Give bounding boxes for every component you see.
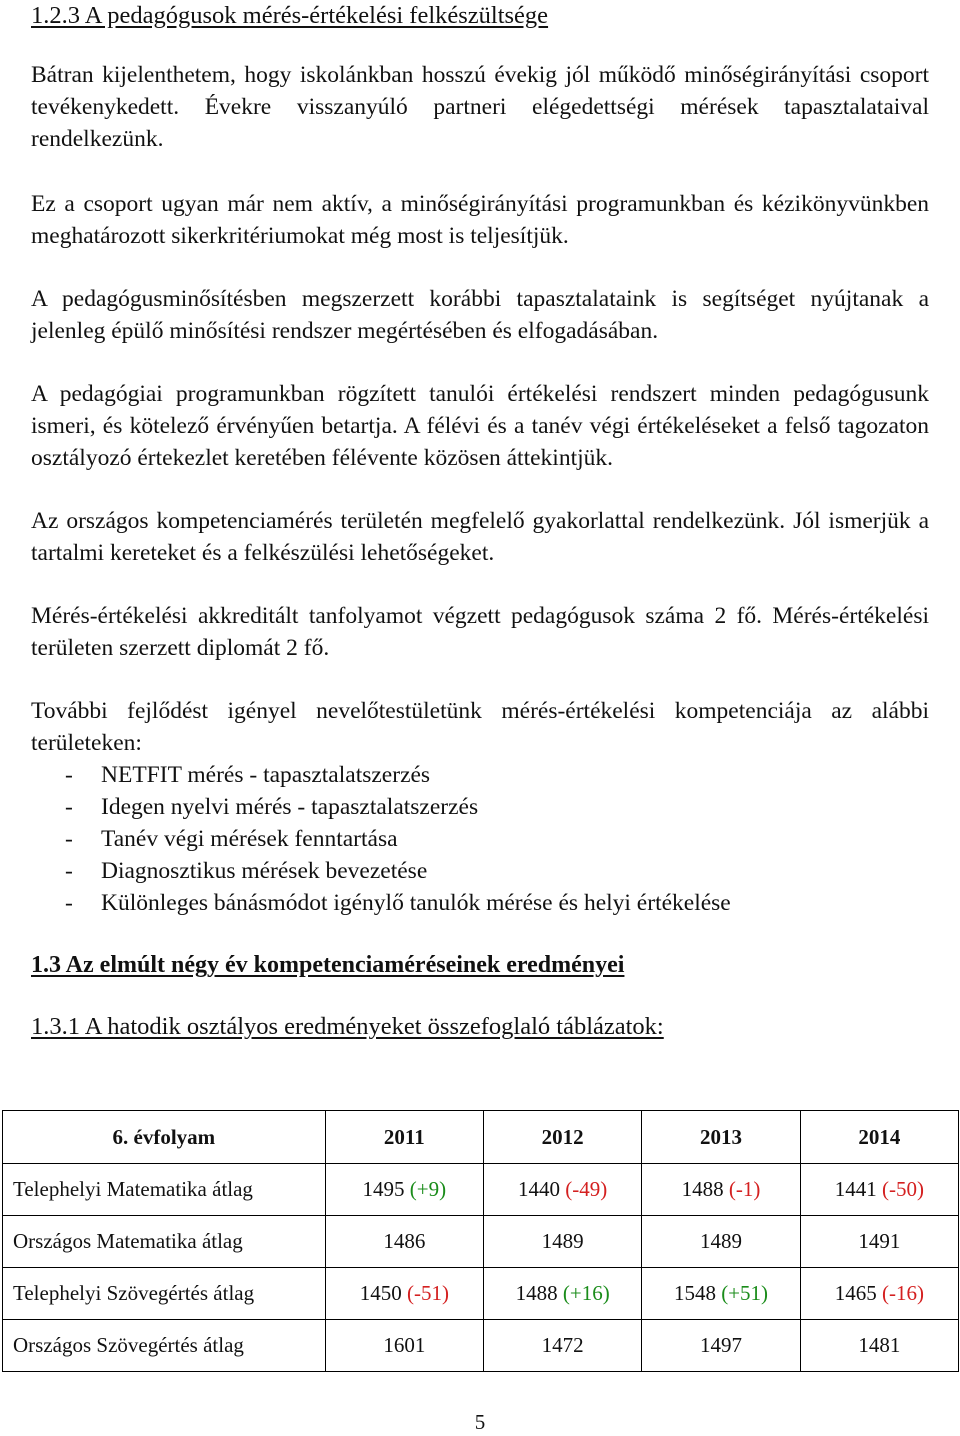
row-label: Országos Matematika átlag (3, 1216, 326, 1268)
list-item-text: Különleges bánásmódot igénylő tanulók mérése és helyi értékelése (101, 890, 731, 916)
table-cell (325, 1268, 483, 1320)
header-year: 2012 (484, 1111, 642, 1164)
table-cell (325, 1216, 483, 1268)
paragraph-evaluation-system: A pedagógiai programunkban rögzített tanulói értékelési rendszert minden pedagógusunk ismeri, és kötelező érvényűen betartja. A félévi és a tanév végi értékeléseket a felső tagozaton osztályozó értekezlet keretében félévente közösen áttekintjük. (31, 381, 929, 471)
cell-value: 1489 (541, 1229, 584, 1253)
table-cell (642, 1320, 800, 1372)
cell-value: 1481 (858, 1333, 901, 1357)
document-page (31, 0, 929, 1043)
results-table (2, 1110, 959, 1372)
cell-change: (-16) (881, 1281, 924, 1305)
table-cell (642, 1164, 800, 1216)
section-heading-1-3: 1.3 Az elmúlt négy év kompetenciaméréseinek eredményei (31, 952, 625, 978)
table-cell (642, 1268, 800, 1320)
row-label: Telephelyi Matematika átlag (3, 1164, 326, 1216)
list-item-text: Tanév végi mérések fenntartása (101, 826, 398, 852)
cell-value: 1488 (681, 1177, 724, 1201)
cell-change: (-49) (565, 1177, 608, 1201)
cell-change: (+16) (562, 1281, 610, 1305)
cell-value: 1441 (834, 1177, 877, 1201)
cell-value: 1495 (362, 1177, 405, 1201)
table-header-row (3, 1111, 959, 1164)
table-cell (642, 1216, 800, 1268)
cell-change: (-50) (881, 1177, 924, 1201)
list-item-text: Diagnosztikus mérések bevezetése (101, 858, 428, 884)
section-heading-1-2-3: 1.2.3 A pedagógusok mérés-értékelési felkészültsége (31, 2, 549, 29)
cell-value: 1601 (383, 1333, 426, 1357)
cell-change: (+51) (721, 1281, 769, 1305)
cell-value: 1440 (518, 1177, 561, 1201)
table-cell (484, 1268, 642, 1320)
paragraph-accredited-training: Mérés-értékelési akkreditált tanfolyamot végzett pedagógusok száma 2 fő. Mérés-értékelési területen szerzett diplomát 2 fő. (31, 603, 929, 661)
section-heading-1-3-1: 1.3.1 A hatodik osztályos eredményeket összefoglaló táblázatok: (31, 1013, 664, 1040)
cell-value: 1472 (541, 1333, 584, 1357)
table-body (3, 1164, 959, 1372)
header-year: 2011 (325, 1111, 483, 1164)
table-cell (484, 1164, 642, 1216)
cell-value: 1465 (834, 1281, 877, 1305)
table-row (3, 1164, 959, 1216)
table-cell (800, 1216, 958, 1268)
paragraph-teacher-qualification: A pedagógusminősítésben megszerzett korábbi tapasztalataink is segítséget nyújtanak a jelenleg épülő minősítési rendszer megértésében és elfogadásában. (31, 286, 929, 344)
dash-marker: - (65, 890, 73, 916)
dash-marker: - (65, 794, 73, 820)
dash-marker: - (65, 826, 73, 852)
list-item (31, 759, 929, 791)
header-year: 2013 (642, 1111, 800, 1164)
cell-value: 1491 (858, 1229, 901, 1253)
row-label: Országos Szövegértés átlag (3, 1320, 326, 1372)
cell-change: (+9) (409, 1177, 447, 1201)
cell-value: 1548 (673, 1281, 716, 1305)
table-cell (800, 1268, 958, 1320)
cell-value: 1486 (383, 1229, 426, 1253)
table-cell (484, 1216, 642, 1268)
list-item (31, 855, 929, 887)
dash-marker: - (65, 858, 73, 884)
cell-value: 1488 (515, 1281, 558, 1305)
list-item (31, 823, 929, 855)
cell-value: 1489 (699, 1229, 742, 1253)
list-item-text: NETFIT mérés - tapasztalatszerzés (101, 762, 431, 788)
cell-value: 1450 (359, 1281, 402, 1305)
list-item (31, 791, 929, 823)
header-grade: 6. évfolyam (3, 1111, 326, 1164)
paragraph-development-areas: További fejlődést igényel nevelőtestületünk mérés-értékelési kompetenciája az alábbi területeken: (31, 698, 929, 756)
list-item-text: Idegen nyelvi mérés - tapasztalatszerzés (101, 794, 479, 820)
table-cell (800, 1164, 958, 1216)
table-cell (484, 1320, 642, 1372)
paragraph-quality-group: Bátran kijelenthetem, hogy iskolánkban hosszú évekig jól működő minőségirányítási csoport tevékenykedett. Évekre visszanyúló partneri elégedettségi mérések tapasztalataival rendelkezünk. (31, 62, 929, 152)
cell-value: 1497 (699, 1333, 742, 1357)
paragraph-group-inactive: Ez a csoport ugyan már nem aktív, a minőségirányítási programunkban és kézikönyvünkben meghatározott sikerkritériumokat még most is teljesítjük. (31, 191, 929, 249)
cell-change: (-51) (406, 1281, 449, 1305)
table-row (3, 1320, 959, 1372)
table-row (3, 1216, 959, 1268)
paragraph-competence-assessment: Az országos kompetenciamérés területén megfelelő gyakorlattal rendelkezünk. Jól ismerjük a tartalmi kereteket és a felkészülési lehetőségeket. (31, 508, 929, 566)
row-label: Telephelyi Szövegértés átlag (3, 1268, 326, 1320)
table-cell (325, 1320, 483, 1372)
table-cell (800, 1320, 958, 1372)
dash-marker: - (65, 762, 73, 788)
table-cell (325, 1164, 483, 1216)
list-item (31, 887, 929, 919)
table-row (3, 1268, 959, 1320)
cell-change: (-1) (728, 1177, 761, 1201)
development-areas-list (31, 759, 929, 919)
page-number: 5 (474, 1410, 486, 1434)
header-year: 2014 (800, 1111, 958, 1164)
